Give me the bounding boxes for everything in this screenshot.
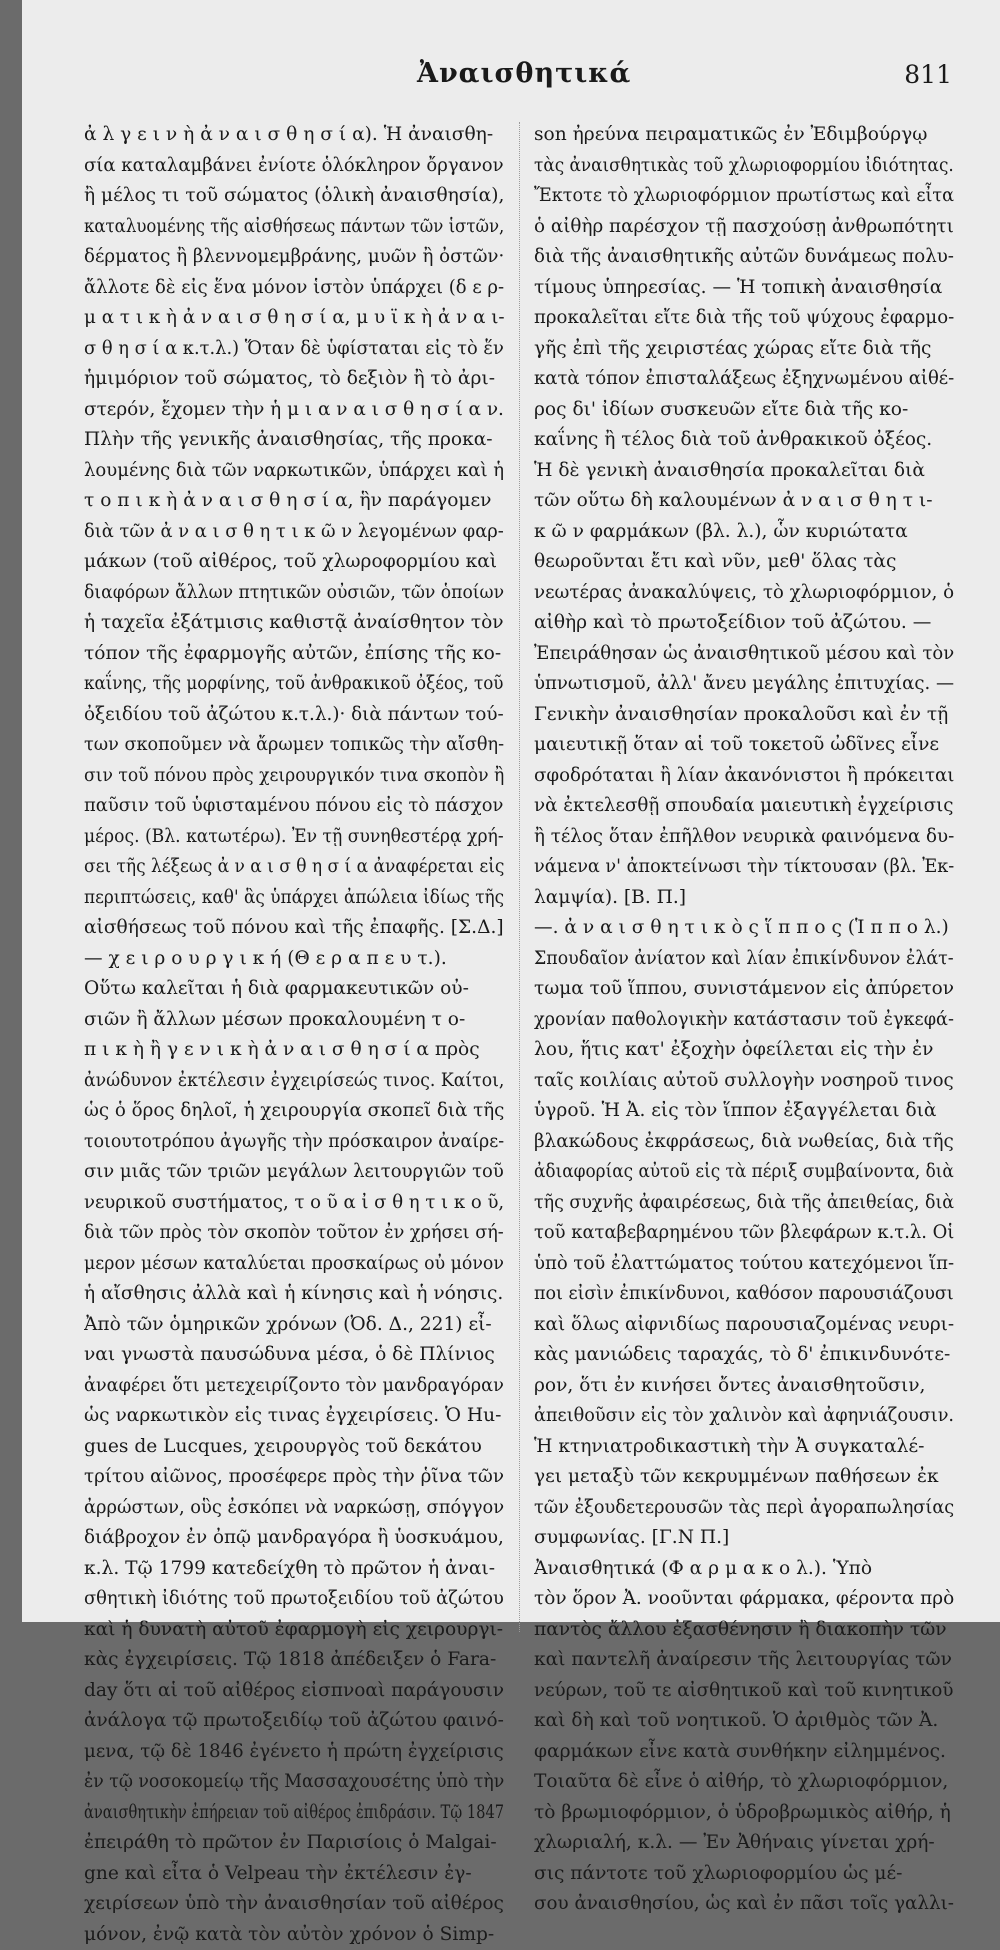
text-line: π ι κ ὴ ἢ γ ε ν ι κ ὴ ἀ ν α ι σ θ η σ ί α πρὸς	[84, 1035, 504, 1066]
text-line: κὰς μανιώδεις ταραχάς, τὸ δ' ἐπικινδυνότε-	[534, 1340, 954, 1371]
text-line: σ θ η σ ί α κ.τ.λ.) Ὅταν δὲ ὑφίσταται εἰς τὸ ἕν	[84, 334, 504, 365]
text-line: στερόν, ἔχομεν τὴν ἡ μ ι α ν α ι σ θ η σ ί α ν.	[84, 395, 504, 426]
text-line: ἀνάλογα τῷ πρωτοξειδίῳ τοῦ ἀζώτου φαινό-	[84, 1706, 504, 1737]
text-line: day ὅτι αἱ τοῦ αἰθέρος εἰσπνοαὶ παράγουσιν	[84, 1676, 504, 1707]
text-line: χειρίσεων ὑπὸ τὴν ἀναισθησίαν τοῦ αἰθέρος	[84, 1889, 504, 1920]
text-line: Ἐπειράθησαν ὡς ἀναισθητικοῦ μέσου καὶ τὸν	[534, 639, 954, 670]
text-line: κατὰ τόπον ἐπισταλάξεως ἐξηχνωμένου αἰθέ-	[534, 364, 954, 395]
text-line: Οὕτω καλεῖται ἡ διὰ φαρμακευτικῶν οὐ-	[84, 974, 504, 1005]
text-line: μ α τ ι κ ὴ ἀ ν α ι σ θ η σ ί α, μ υ ϊ κ ὴ ἀ ν α ι-	[84, 303, 504, 334]
text-line: λαμψία). [Β. Π.]	[534, 883, 954, 914]
text-line: νεύρων, τοῦ τε αἰσθητικοῦ καὶ τοῦ κινητικοῦ	[534, 1676, 954, 1707]
right-column	[534, 120, 954, 1920]
text-line: μενα, τῷ δὲ 1846 ἐγένετο ἡ πρώτη ἐγχείρισις	[84, 1737, 504, 1768]
text-line: αἰθὴρ καὶ τὸ πρωτοξείδιον τοῦ ἀζώτου. —	[534, 608, 954, 639]
text-line: καὶ ἡ δυνατὴ αὐτοῦ ἐφαρμογὴ εἰς χειρουργι-	[84, 1615, 504, 1646]
text-line: ἢ μέλος τι τοῦ σώματος (ὁλικὴ ἀναισθησία),	[84, 181, 504, 212]
text-line: διὰ τῶν πρὸς τὸν σκοπὸν τοῦτον ἐν χρήσει σή-	[84, 1218, 504, 1249]
text-line: Ἡ δὲ γενικὴ ἀναισθησία προκαλεῖται διὰ	[534, 456, 954, 487]
text-line: ἀδιαφορίας αὐτοῦ εἰς τὰ πέριξ συμβαίνοντα, διὰ	[534, 1157, 954, 1188]
text-line: ἀναφέρει ὅτι μετεχειρίζοντο τὸν μανδραγόραν	[84, 1371, 504, 1402]
text-line: σιν τοῦ πόνου πρὸς χειρουργικόν τινα σκοπὸν ἢ	[84, 761, 504, 792]
text-line: κὰς ἐγχειρίσεις. Τῷ 1818 ἀπέδειξεν ὁ Fara-	[84, 1645, 504, 1676]
text-line: σία καταλαμβάνει ἐνίοτε ὁλόκληρον ὄργανον	[84, 151, 504, 182]
text-line: γῆς ἐπὶ τῆς χειριστέας χώρας εἴτε διὰ τῆς	[534, 334, 954, 365]
text-line: τὸν ὅρον Ἀ. νοοῦνται φάρμακα, φέροντα πρὸ	[534, 1584, 954, 1615]
text-line: σις πάντοτε τοῦ χλωριοφορμίου ὡς μέ-	[534, 1859, 954, 1890]
text-line: καΐνης ἢ τέλος διὰ τοῦ ἀνθρακικοῦ ὀξέος.	[534, 425, 954, 456]
text-line: τόπον τῆς ἐφαρμογῆς αὐτῶν, ἐπίσης τῆς κο-	[84, 639, 504, 670]
text-line: τωμα τοῦ ἵππου, συνιστάμενον εἰς ἀπύρετον	[534, 974, 954, 1005]
text-line: νάμενα ν' ἀποκτείνωσι τὴν τίκτουσαν (βλ. Ἐκ-	[534, 852, 954, 883]
text-line: διαφόρων ἄλλων πτητικῶν οὐσιῶν, τῶν ὁποίων	[84, 578, 504, 609]
text-line: ἡμιμόριον τοῦ σώματος, τὸ δεξιὸν ἢ τὸ ἀρι-	[84, 364, 504, 395]
text-line: —. ἀ ν α ι σ θ η τ ι κ ὸ ς ἵ π π ο ς (Ἱ π π ο λ.)	[534, 913, 954, 944]
text-line: λου, ἥτις κατ' ἐξοχὴν ὀφείλεται εἰς τὴν ἐν	[534, 1035, 954, 1066]
text-line: Ἡ κτηνιατροδικαστικὴ τὴν Ἀ συγκαταλέ-	[534, 1432, 954, 1463]
text-line: μάκων (τοῦ αἰθέρος, τοῦ χλωροφορμίου καὶ	[84, 547, 504, 578]
text-line: Γενικὴν ἀναισθησίαν προκαλοῦσι καὶ ἐν τῇ	[534, 700, 954, 731]
text-line: νὰ ἐκτελεσθῇ σπουδαία μαιευτικὴ ἐγχείρισις	[534, 791, 954, 822]
text-line: δέρματος ἢ βλεννομεμβράνης, μυῶν ἢ ὀστῶν·	[84, 242, 504, 273]
text-line: συμφωνίας. [Γ.Ν Π.]	[534, 1523, 954, 1554]
text-line: ὡς ναρκωτικὸν εἰς τινας ἐγχειρίσεις. Ὁ Hu-	[84, 1401, 504, 1432]
text-line: σιῶν ἢ ἄλλων μέσων προκαλουμένη τ ο-	[84, 1005, 504, 1036]
text-line: αἰσθήσεως τοῦ πόνου καὶ τῆς ἐπαφῆς. [Σ.Δ.]	[84, 913, 504, 944]
text-line: Πλὴν τῆς γενικῆς ἀναισθησίας, τῆς προκα-	[84, 425, 504, 456]
text-line: ρος δι' ἰδίων συσκευῶν εἴτε διὰ τῆς κο-	[534, 395, 954, 426]
text-line: ποι εἰσὶν ἐπικίνδυνοι, καθόσον παρουσιάζουσι	[534, 1279, 954, 1310]
text-line: ναι γνωστὰ παυσώδυνα μέσα, ὁ δὲ Πλίνιος	[84, 1340, 504, 1371]
text-line: περιπτώσεις, καθ' ἃς ὑπάρχει ἀπώλεια ἰδίως τῆς	[84, 883, 504, 914]
text-line: μερον μέσων καταλύεται προσκαίρως οὐ μόνον	[84, 1249, 504, 1280]
text-line: κ ῶ ν φαρμάκων (βλ. λ.), ὧν κυριώτατα	[534, 517, 954, 548]
text-line: σιν μιᾶς τῶν τριῶν μεγάλων λειτουργιῶν τοῦ	[84, 1157, 504, 1188]
text-line: ἀνώδυνον ἐκτέλεσιν ἐγχειρίσεώς τινος. Καίτοι,	[84, 1066, 504, 1097]
text-line: τῆς συχνῆς ἀφαιρέσεως, διὰ τῆς ἀπειθείας, διὰ	[534, 1188, 954, 1219]
text-line: χλωριαλή, κ.λ. — Ἐν Ἀθήναις γίνεται χρή-	[534, 1828, 954, 1859]
text-line: ἄλλοτε δὲ εἰς ἕνα μόνον ἱστὸν ὑπάρχει (δ ε ρ-	[84, 273, 504, 304]
text-line: διάβροχον ἐν ὀπῷ μανδραγόρα ἢ ὑοσκυάμου,	[84, 1523, 504, 1554]
text-line: τοῦ καταβεβαρημένου τῶν βλεφάρων κ.τ.λ. Οἱ	[534, 1218, 954, 1249]
text-line: χρονίαν παθολογικὴν κατάστασιν τοῦ ἐγκεφά-	[534, 1005, 954, 1036]
text-line: — χ ε ι ρ ο υ ρ γ ι κ ή (Θ ε ρ α π ε υ τ.).	[84, 944, 504, 975]
text-line: Τοιαῦτα δὲ εἶνε ὁ αἰθήρ, τὸ χλωριοφόρμιον,	[534, 1767, 954, 1798]
text-line: ἡ αἴσθησις ἀλλὰ καὶ ἡ κίνησις καὶ ἡ νόησις.	[84, 1279, 504, 1310]
page-header	[22, 56, 1000, 96]
text-line: μέρος. (Βλ. κατωτέρω). Ἐν τῇ συνηθεστέρᾳ χρή-	[84, 822, 504, 853]
running-head: Ἀναισθητικά	[417, 58, 631, 89]
text-line: ἀρρώστων, οὓς ἐσκόπει νὰ ναρκώσῃ, σπόγγον	[84, 1493, 504, 1524]
text-line: καὶ παντελῆ ἀναίρεσιν τῆς λειτουργίας τῶν	[534, 1645, 954, 1676]
text-line: ἀπειθοῦσιν εἰς τὸν χαλινὸν καὶ ἀφηνιάζουσιν.	[534, 1401, 954, 1432]
text-line: καὶ δὴ καὶ τοῦ νοητικοῦ. Ὁ ἀριθμὸς τῶν Ἀ.	[534, 1706, 954, 1737]
text-line: λουμένης διὰ τῶν ναρκωτικῶν, ὑπάρχει καὶ ἡ	[84, 456, 504, 487]
text-line: κ.λ. Τῷ 1799 κατεδείχθη τὸ πρῶτον ἡ ἀναι-	[84, 1554, 504, 1585]
column-divider	[519, 122, 521, 1632]
text-line: ἐν τῷ νοσοκομείῳ τῆς Μασσαχουσέτης ὑπὸ τὴν	[84, 1767, 504, 1798]
text-line: καΐνης, τῆς μορφίνης, τοῦ ἀνθρακικοῦ ὀξέος, τοῦ	[84, 669, 504, 700]
text-line: φαρμάκων εἶνε κατὰ συνθήκην εἰλημμένος.	[534, 1737, 954, 1768]
text-line: Σπουδαῖον ἀνίατον καὶ λίαν ἐπικίνδυνον ἐλάτ-	[534, 944, 954, 975]
text-line: βλακώδους ἐκφράσεως, διὰ νωθείας, διὰ τῆς	[534, 1127, 954, 1158]
text-line: ἐπειράθη τὸ πρῶτον ἐν Παρισίοις ὁ Malgai-	[84, 1828, 504, 1859]
text-line: διὰ τῶν ἀ ν α ι σ θ η τ ι κ ῶ ν λεγομένων φαρ-	[84, 517, 504, 548]
text-line: τρίτου αἰῶνος, προσέφερε πρὸς τὴν ῥῖνα τῶν	[84, 1462, 504, 1493]
text-line: ὁ αἰθὴρ παρέσχον τῇ πασχούσῃ ἀνθρωπότητι	[534, 212, 954, 243]
text-line: ἀναισθητικὴν ἐπήρειαν τοῦ αἰθέρος ἐπιδράσιν. Τῷ 1847	[84, 1798, 504, 1829]
text-line: τίμους ὑπηρεσίας. — Ἡ τοπικὴ ἀναισθησία	[534, 273, 954, 304]
text-line: σει τῆς λέξεως ἀ ν α ι σ θ η σ ί α ἀναφέρεται εἰς	[84, 852, 504, 883]
text-line: τὰς ἀναισθητικὰς τοῦ χλωριοφορμίου ἰδιότητας.	[534, 151, 954, 182]
text-line: γει μεταξὺ τῶν κεκρυμμένων παθήσεων ἐκ	[534, 1462, 954, 1493]
text-line: ὑπνωτισμοῦ, ἀλλ' ἄνευ μεγάλης ἐπιτυχίας. —	[534, 669, 954, 700]
text-line: νεωτέρας ἀνακαλύψεις, τὸ χλωριοφόρμιον, ὁ	[534, 578, 954, 609]
text-line: ταῖς κοιλίαις αὐτοῦ συλλογὴν νοσηροῦ τινος	[534, 1066, 954, 1097]
text-line: gues de Lucques, χειρουργὸς τοῦ δεκάτου	[84, 1432, 504, 1463]
text-line: τ ο π ι κ ὴ ἀ ν α ι σ θ η σ ί α, ἣν παράγομεν	[84, 486, 504, 517]
text-line: τῶν ἐξουδετερουσῶν τὰς περὶ ἀγοραπωλησίας	[534, 1493, 954, 1524]
page-number: 811	[904, 60, 952, 89]
text-line: τῶν οὕτω δὴ καλουμένων ἀ ν α ι σ θ η τ ι-	[534, 486, 954, 517]
text-line: τὸ βρωμιοφόρμιον, ὁ ὑδροβρωμικὸς αἰθήρ, ἡ	[534, 1798, 954, 1829]
text-line: σφοδρόταται ἢ λίαν ἀκανόνιστοι ἢ πρόκειται	[534, 761, 954, 792]
text-line: ἀ λ γ ε ι ν ὴ ἀ ν α ι σ θ η σ ί α). Ἡ ἀναισθη-	[84, 120, 504, 151]
text-line: διὰ τῆς ἀναισθητικῆς αὐτῶν δυνάμεως πολυ-	[534, 242, 954, 273]
text-line: σθητικὴ ἰδιότης τοῦ πρωτοξειδίου τοῦ ἀζώτου	[84, 1584, 504, 1615]
text-line: ρον, ὅτι ἐν κινήσει ὄντες ἀναισθητοῦσιν,	[534, 1371, 954, 1402]
text-line: ὡς ὁ ὅρος δηλοῖ, ἡ χειρουργία σκοπεῖ διὰ τῆς	[84, 1096, 504, 1127]
text-line: ὑγροῦ. Ἡ Ἀ. εἰς τὸν ἵππον ἐξαγγέλεται διὰ	[534, 1096, 954, 1127]
text-line: τοιουτοτρόπου ἀγωγῆς τὴν πρόσκαιρον ἀναίρε-	[84, 1127, 504, 1158]
text-line: παῦσιν τοῦ ὑφισταμένου πόνου εἰς τὸ πάσχον	[84, 791, 504, 822]
text-line: ἡ ταχεῖα ἐξάτμισις καθιστᾷ ἀναίσθητον τὸν	[84, 608, 504, 639]
text-line: θεωροῦνται ἔτι καὶ νῦν, μεθ' ὅλας τὰς	[534, 547, 954, 578]
text-line: των σκοποῦμεν νὰ ἄρωμεν τοπικῶς τὴν αἴσθη-	[84, 730, 504, 761]
text-line: μαιευτικῇ ὅταν αἱ τοῦ τοκετοῦ ὠδῖνες εἶνε	[534, 730, 954, 761]
text-line: gne καὶ εἶτα ὁ Velpeau τὴν ἐκτέλεσιν ἐγ-	[84, 1859, 504, 1890]
left-column	[84, 120, 504, 1950]
text-line: son ἠρεύνα πειραματικῶς ἐν Ἐδιμβούργῳ	[534, 120, 954, 151]
text-line: ὀξειδίου τοῦ ἀζώτου κ.τ.λ.)· διὰ πάντων τού-	[84, 700, 504, 731]
text-line: προκαλεῖται εἴτε διὰ τῆς τοῦ ψύχους ἐφαρμο-	[534, 303, 954, 334]
text-line: Ἀναισθητικά (Φ α ρ μ α κ ο λ.). Ὑπὸ	[534, 1554, 954, 1585]
text-line: παντὸς ἄλλου ἐξασθένησιν ἢ διακοπὴν τῶν	[534, 1615, 954, 1646]
text-line: Ἀπὸ τῶν ὁμηρικῶν χρόνων (Ὀδ. Δ., 221) εἶ-	[84, 1310, 504, 1341]
text-line: ὑπὸ τοῦ ἐλαττώματος τούτου κατεχόμενοι ἵπ-	[534, 1249, 954, 1280]
text-line: καὶ ὅλως αἰφνιδίως παρουσιαζομένας νευρι-	[534, 1310, 954, 1341]
text-line: νευρικοῦ συστήματος, τ ο ῦ α ἰ σ θ η τ ι κ ο ῦ,	[84, 1188, 504, 1219]
encyclopedia-page	[22, 0, 1000, 1622]
text-line: ἢ τέλος ὅταν ἐπῆλθον νευρικὰ φαινόμενα δυ-	[534, 822, 954, 853]
text-line: καταλυομένης τῆς αἰσθήσεως πάντων τῶν ἱστῶν,	[84, 212, 504, 243]
text-line: Ἔκτοτε τὸ χλωριοφόρμιον πρωτίστως καὶ εἶτα	[534, 181, 954, 212]
text-line: σου ἀναισθησίου, ὡς καὶ ἐν πᾶσι τοῖς γαλλι-	[534, 1889, 954, 1920]
text-line: μόνον, ἐνῷ κατὰ τὸν αὐτὸν χρόνον ὁ Simp-	[84, 1920, 504, 1950]
